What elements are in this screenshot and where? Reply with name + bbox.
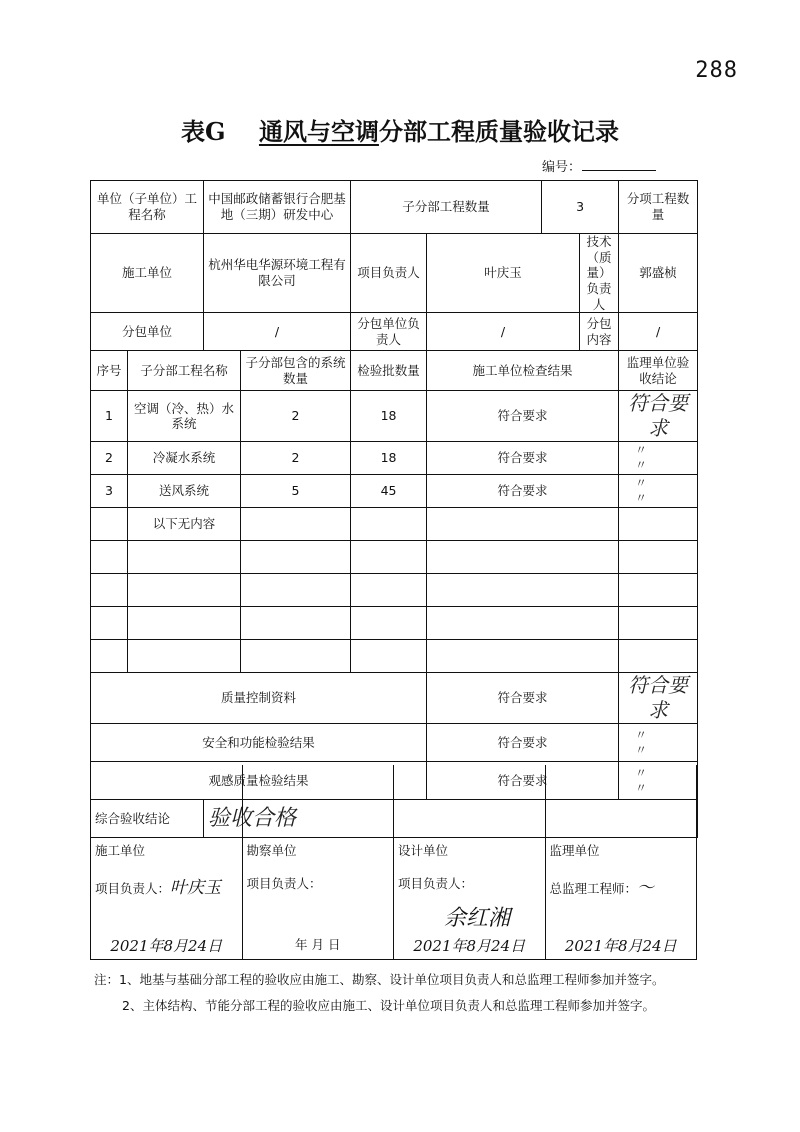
party-manager (550, 873, 655, 898)
sub-unit-value: / (204, 313, 351, 351)
row-systems: 2 (241, 391, 351, 442)
party-label: 施工单位 (95, 843, 146, 858)
party-design (394, 765, 546, 959)
row-systems: 5 (241, 475, 351, 508)
party-supervisor (546, 765, 697, 959)
sub-content-label: 分包内容 (580, 313, 619, 351)
party-manager (247, 873, 322, 893)
col-batches: 检验批数量 (351, 351, 427, 391)
header-row-unit (91, 181, 698, 234)
party-manager-signature: 叶庆玉 (170, 878, 222, 898)
summary-conclusion-ditto: 〃 〃 (619, 724, 698, 762)
row-name: 以下无内容 (128, 508, 241, 541)
party-survey (243, 765, 395, 959)
party-contractor (91, 765, 243, 959)
overall-label: 综合验收结论 (91, 800, 204, 838)
sub-content-value: / (619, 313, 698, 351)
summary-result: 符合要求 (427, 724, 619, 762)
serial-number-label: 编号： (542, 160, 582, 175)
overall-value-signature: 验收合格 (204, 800, 698, 838)
col-systems: 子分部包含的系统数量 (241, 351, 351, 391)
row-systems (241, 508, 351, 541)
signature-section (90, 765, 697, 960)
col-supervisor-conclusion: 监理单位验收结论 (619, 351, 698, 391)
table-row (91, 508, 698, 541)
contractor-value: 杭州华电华源环境工程有限公司 (204, 234, 351, 313)
party-manager-label: 项目负责人： (246, 876, 322, 891)
tech-label: 技术（质量）负责人 (580, 234, 619, 313)
row-conclusion-signature: 符合要求 (619, 391, 698, 442)
party-date (394, 935, 545, 956)
party-date (91, 935, 242, 956)
unit-value: 中国邮政储蓄银行合肥基地（三期）研发中心 (204, 181, 351, 234)
footnotes (94, 967, 664, 1019)
row-batches: 45 (351, 475, 427, 508)
summary-label: 质量控制资料 (91, 673, 427, 724)
subdiv-count-value: 3 (542, 181, 619, 234)
summary-conclusion-ditto: 〃 〃 (619, 762, 698, 800)
title-part-2: 空调 (330, 117, 379, 146)
title-part-1: 通风与 (258, 117, 331, 146)
row-conclusion-ditto: 〃 〃 (619, 475, 698, 508)
party-manager-label: 项目负责人： (95, 881, 171, 896)
item-count-label: 分项工程数量 (619, 181, 698, 234)
party-label: 监理单位 (549, 843, 600, 858)
summary-label: 安全和功能检验结果 (91, 724, 427, 762)
party-manager (398, 873, 473, 893)
project-manager-value: 叶庆玉 (427, 234, 580, 313)
summary-conclusion-signature: 符合要求 (619, 673, 698, 724)
note-1: 注：1、地基与基础分部工程的验收应由施工、勘察、设计单位项目负责人和总监理工程师参加并签字。 (94, 972, 665, 987)
party-manager-signature: ～ (637, 878, 655, 898)
sub-manager-label: 分包单位负责人 (351, 313, 427, 351)
party-label: 勘察单位 (246, 843, 297, 858)
note-2: 2、主体结构、节能分部工程的验收应由施工、设计单位项目负责人和总监理工程师参加并签字。 (122, 998, 655, 1013)
page-number: 288 (695, 58, 738, 83)
row-batches (351, 508, 427, 541)
row-no: 1 (91, 391, 128, 442)
row-result: 符合要求 (427, 391, 619, 442)
party-manager-label: 项目负责人： (398, 876, 474, 891)
empty-row (91, 541, 698, 574)
party-date-text: 2021年8月24日 (564, 937, 677, 955)
row-batches: 18 (351, 442, 427, 475)
row-conclusion (619, 508, 698, 541)
party-manager (95, 873, 221, 898)
party-date-text: 2021年8月24日 (110, 937, 223, 955)
subdiv-count-label: 子分部工程数量 (351, 181, 542, 234)
party-date (243, 935, 394, 953)
summary-result: 符合要求 (427, 762, 619, 800)
row-conclusion-ditto: 〃 〃 (619, 442, 698, 475)
tech-value: 郭盛桢 (619, 234, 698, 313)
col-contractor-result: 施工单位检查结果 (427, 351, 619, 391)
acceptance-table (90, 180, 698, 838)
party-manager-label: 总监理工程师： (549, 881, 638, 896)
row-name: 冷凝水系统 (128, 442, 241, 475)
summary-row (91, 724, 698, 762)
row-result (427, 508, 619, 541)
party-date-text: 年 月 日 (295, 937, 341, 952)
row-no: 2 (91, 442, 128, 475)
row-no: 3 (91, 475, 128, 508)
table-row (91, 391, 698, 442)
header-row-contractor (91, 234, 698, 313)
document-title (0, 112, 800, 147)
serial-number-line (582, 170, 656, 171)
header-row-subcontract (91, 313, 698, 351)
row-batches: 18 (351, 391, 427, 442)
project-manager-label: 项目负责人 (351, 234, 427, 313)
party-label: 设计单位 (398, 843, 449, 858)
party-date-text: 2021年8月24日 (413, 937, 526, 955)
empty-row (91, 640, 698, 673)
summary-row (91, 673, 698, 724)
col-name: 子分部工程名称 (128, 351, 241, 391)
empty-row (91, 607, 698, 640)
row-name: 空调（冷、热）水系统 (128, 391, 241, 442)
sub-manager-value: / (427, 313, 580, 351)
table-row (91, 442, 698, 475)
row-result: 符合要求 (427, 475, 619, 508)
row-no (91, 508, 128, 541)
col-no: 序号 (91, 351, 128, 391)
sub-unit-label: 分包单位 (91, 313, 204, 351)
empty-row (91, 574, 698, 607)
contractor-label: 施工单位 (91, 234, 204, 313)
party-date (546, 935, 697, 956)
summary-label: 观感质量检验结果 (91, 762, 427, 800)
row-name: 送风系统 (128, 475, 241, 508)
title-part-3: 分部工程质量验收记录 (378, 117, 619, 146)
unit-label: 单位（子单位）工程名称 (91, 181, 204, 234)
column-header-row (91, 351, 698, 391)
row-result: 符合要求 (427, 442, 619, 475)
table-row (91, 475, 698, 508)
title-prefix: 表G (181, 117, 226, 146)
row-systems: 2 (241, 442, 351, 475)
summary-result: 符合要求 (427, 673, 619, 724)
party-design-signature: 余红湘 (444, 906, 511, 931)
